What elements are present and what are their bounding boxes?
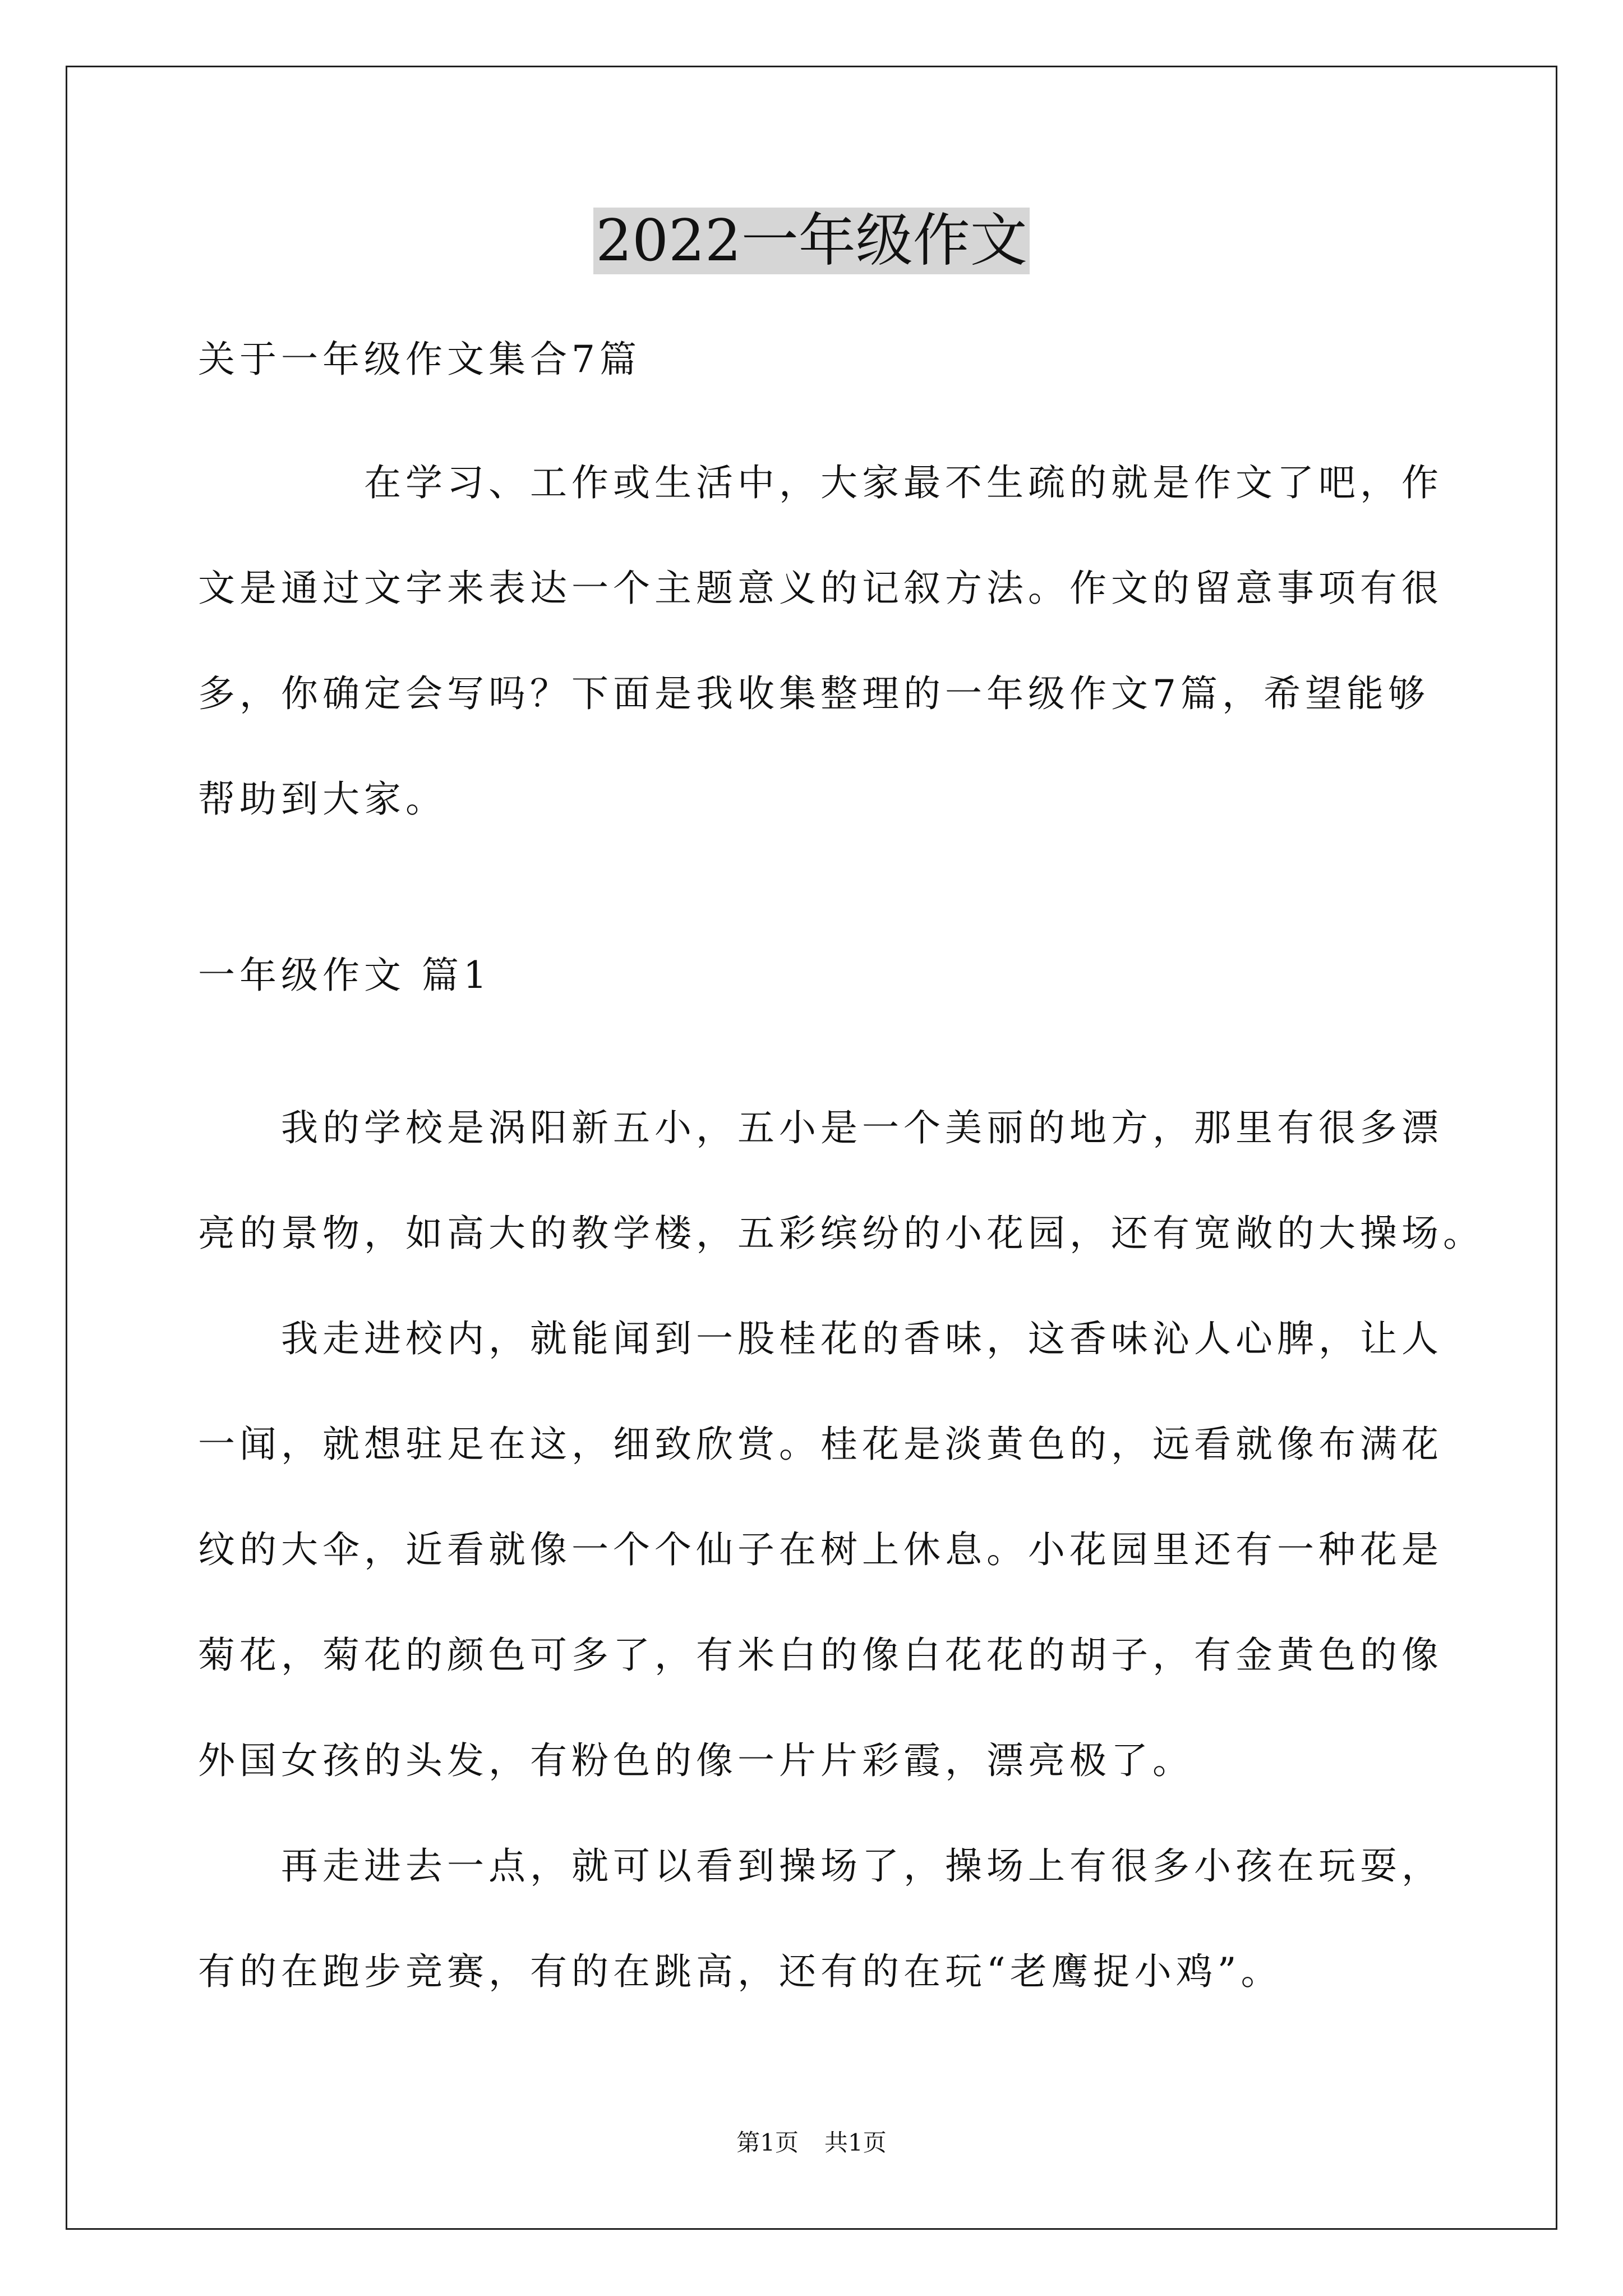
document-title (0, 202, 1623, 280)
document-subtitle: 关于一年级作文集合7篇 (198, 338, 641, 381)
section-heading: 一年级作文 篇1 (198, 954, 491, 997)
page-footer (0, 2126, 1623, 2160)
intro-line: 文是通过文字来表达一个主题意义的记叙方法。作文的留意事项有很 (198, 567, 1443, 610)
document-title-text: 2022一年级作文 (593, 208, 1030, 274)
body-line: 我走进校内，就能闻到一股桂花的香味，这香味沁人心脾，让人 (198, 1317, 1443, 1360)
body-line: 亮的景物，如高大的教学楼，五彩缤纷的小花园，还有宽敞的大操场。 (198, 1212, 1484, 1255)
intro-line: 在学习、工作或生活中，大家最不生疏的就是作文了吧，作 (198, 461, 1443, 504)
page-number: 第1页 (736, 2129, 799, 2156)
body-line: 再走进去一点，就可以看到操场了，操场上有很多小孩在玩耍， (198, 1844, 1443, 1888)
body-line: 纹的大伞，近看就像一个个仙子在树上休息。小花园里还有一种花是 (198, 1528, 1443, 1571)
intro-line: 多，你确定会写吗？下面是我收集整理的一年级作文7篇，希望能够 (198, 672, 1430, 715)
body-line: 一闻，就想驻足在这，细致欣赏。桂花是淡黄色的，远看就像布满花 (198, 1423, 1443, 1466)
body-line: 我的学校是涡阳新五小，五小是一个美丽的地方，那里有很多漂 (198, 1106, 1443, 1149)
body-line: 有的在跑步竞赛，有的在跳高，还有的在玩“老鹰捉小鸡”。 (198, 1950, 1283, 1993)
intro-line: 帮助到大家。 (198, 777, 447, 821)
body-line: 外国女孩的头发，有粉色的像一片片彩霞，漂亮极了。 (198, 1739, 1194, 1782)
page-total: 共1页 (824, 2129, 887, 2156)
body-line: 菊花，菊花的颜色可多了，有米白的像白花花的胡子，有金黄色的像 (198, 1634, 1443, 1677)
